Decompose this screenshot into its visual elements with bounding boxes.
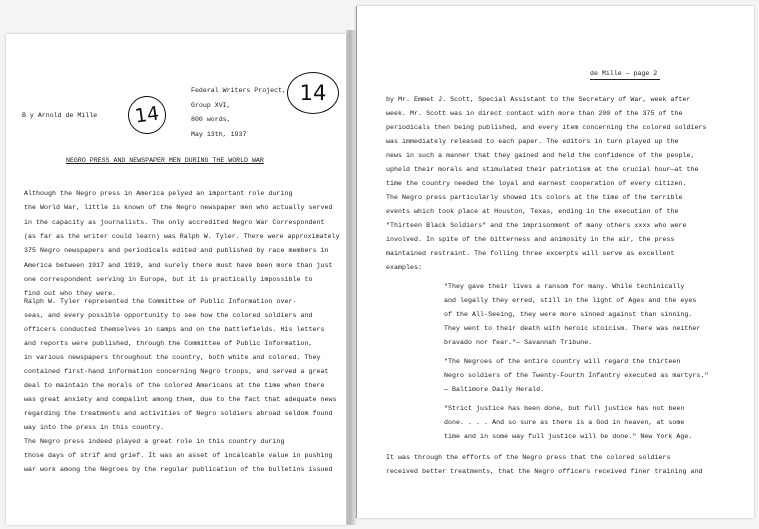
text-line: examples: [386, 264, 423, 271]
header-line: 800 words, [191, 116, 231, 124]
text-line: seas, and every possible opportunity to see how the colored soldiers and [24, 312, 313, 319]
quote-line: time and in some way full justice will be done." New York Age. [444, 433, 693, 440]
page-header-underline [590, 79, 660, 80]
right-page [356, 6, 754, 518]
text-line: (as far as the writer could learn) was Ralph W. Tyler. There were approximately [24, 233, 340, 240]
header-line: Federal Writers Project, [191, 87, 286, 94]
quote-line: and legally they erred, still in the light of Ages and the eyes [444, 297, 697, 304]
handwritten-circled-number: 14 [126, 94, 169, 137]
text-line: by Mr. Emmet J. Scott, Special Assistant to the Secretary of War, week after [386, 96, 691, 103]
text-line: time the country needed the loyal and earnest cooperation of every citizen. [386, 180, 687, 187]
header-line: Group XVI, [191, 101, 231, 109]
quote-line: bravado nor fear."— Savannah Tribune. [444, 339, 593, 346]
text-line: periodicals then being published, and every item concerning the colored soldiers [386, 124, 707, 131]
text-line: upheld their morals and stimulated their patriotism at the crucial hour—at the [386, 166, 699, 173]
text-line: contained first-hand information concerning Negro troops, and served a great [24, 368, 329, 375]
header-block [191, 84, 286, 142]
quote-line: "Strict justice has been done, but full justice has not been [444, 405, 685, 412]
text-line: regarding the treatments and activities of Negro soldiers abroad seldom found [24, 410, 333, 417]
quote-line: "They gave their lives a ransom for many. While techinically [444, 283, 685, 290]
author-byline: B y Arnold de Mille [22, 112, 98, 119]
page-header: de Mille — page 2 [590, 70, 658, 77]
text-line: Although the Negro press in America pelyed an important role during [24, 190, 293, 197]
text-line: officers conducted themselves in camps and on the battlefields. His letters [24, 326, 325, 333]
text-line: The Negro press particularly showed its colors at the time of the terrible [386, 194, 683, 201]
text-line: the World War, little is known of the Negro newspaper men who actually served [24, 204, 333, 211]
text-line: way into the press in this country. [24, 424, 165, 431]
text-line: involved. In spite of the bitterness and animosity in the air, the press [386, 236, 675, 243]
text-line: was immediately released to each paper. The editors in turn played up the [386, 138, 679, 145]
text-line: in various newspapers throughout the country, both white and colored. They [24, 354, 321, 361]
text-line: The Negro press indeed played a great role in this country during [24, 438, 285, 445]
book-spine [346, 30, 356, 525]
text-line: week. Mr. Scott was in direct contact with more than 200 of the 375 of the [386, 110, 683, 117]
quote-line: Negro soldiers of the Twenty-Fourth Infantry executed as martyrs." [444, 372, 709, 379]
text-line: received better treatments, that the Negro officers received finer training and [386, 468, 703, 475]
quote-line: — Baltimore Daily Herald. [444, 386, 545, 393]
handwritten-circled-number: 14 [287, 72, 339, 114]
text-line: find out who they were. [24, 290, 117, 297]
document-title: NEGRO PRESS AND NEWSPAPER MEN DURING THE WORLD WAR [66, 157, 264, 164]
text-line: war work among the Negroes by the regular publication of the bulletins issued [24, 466, 333, 473]
text-line: events which took place at Houston, Texas, ending in the execution of the [386, 208, 679, 215]
quote-line: done. . . . And so sure as there is a God in heaven, at some [444, 419, 685, 426]
quote-line: of the All-Seeing, they were more sinned against than sinning. [444, 311, 693, 318]
text-line: one correspondent serving in Europe, but it is practically impossible to [24, 276, 313, 283]
text-line: was great anxiety and compalint among them, due to the fact that adequate news [24, 396, 337, 403]
text-line: and reports were published, through the Committee of Public Information, [24, 340, 313, 347]
text-line: "Thirteen Black Soldiers" and the imprisonment of many others xxxx who were [386, 222, 687, 229]
text-line: It was through the efforts of the Negro press that the colored soldiers [386, 454, 671, 461]
quote-line: "The Negroes of the entire country will regard the thirteen [444, 358, 681, 365]
text-line: news in such a manner that they gained and held the confidence of the people, [386, 152, 695, 159]
text-line: 375 Negro newspapers and periodicals edited and published by race members in [24, 247, 329, 254]
text-line: in the capacity as journalists. The only accredited Negro War Correspondent [24, 219, 325, 226]
text-line: maintained restraint. The folling three excerpts will serve as excellent [386, 250, 675, 257]
text-line: America between 1917 and 1919, and surely there must have been more than just [24, 262, 333, 269]
header-line: May 13th, 1937 [191, 130, 247, 138]
text-line: those days of strif and grief. It was an asset of incalcable value in pushing [24, 452, 333, 459]
text-line: Ralph W. Tyler represented the Committee of Public Information over- [24, 298, 297, 305]
quote-line: They went to their death with heroic stoicism. There was neither [444, 325, 701, 332]
text-line: deal to maintain the morals of the colored Americans at the time when there [24, 382, 325, 389]
